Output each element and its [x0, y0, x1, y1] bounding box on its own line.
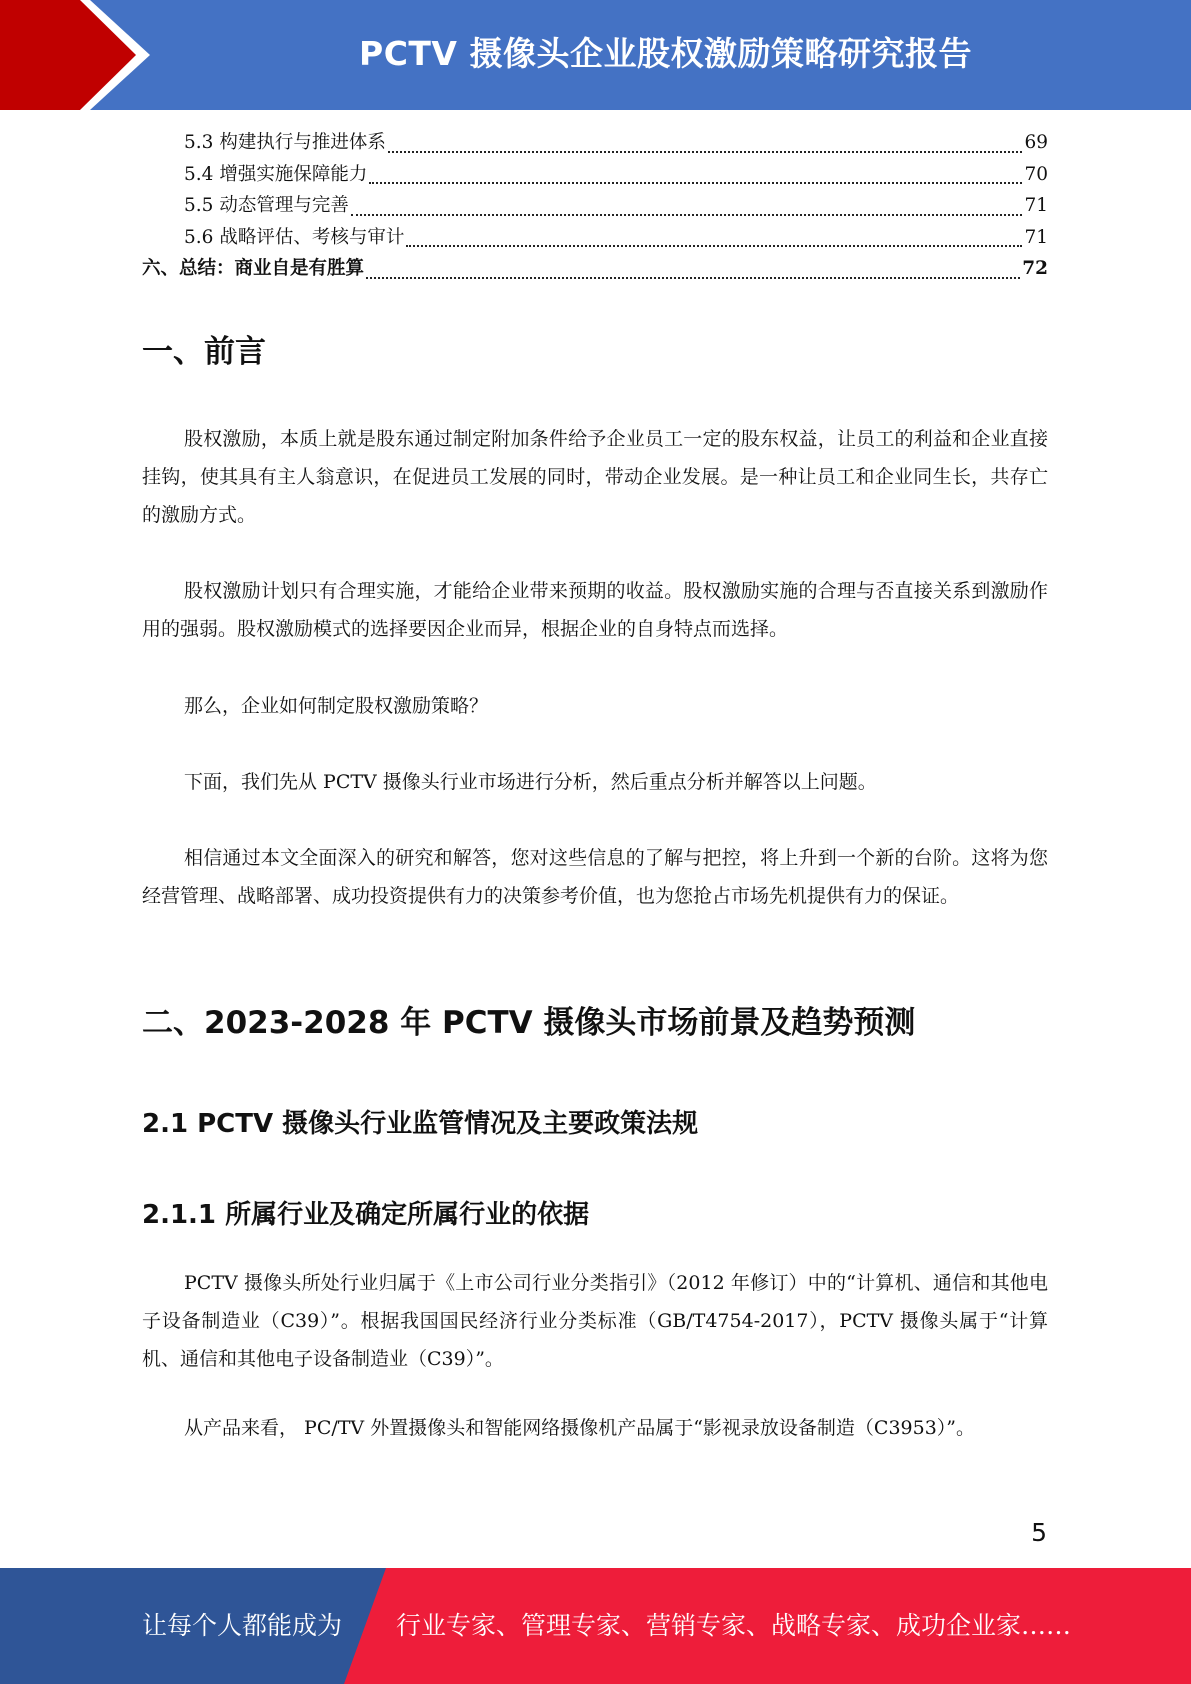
- paragraph: 那么，企业如何制定股权激励策略？: [184, 695, 489, 717]
- toc-leader: [369, 182, 1022, 184]
- page-header: [0, 0, 1191, 110]
- toc-leader: [351, 214, 1023, 216]
- toc-label: 动态管理与完善: [219, 195, 349, 216]
- footer-slogan-left: 让每个人都能成为: [142, 1611, 343, 1640]
- toc-page: 71: [1024, 226, 1048, 248]
- toc-number: 5.6: [184, 226, 214, 248]
- toc-entry-chapter[interactable]: [142, 254, 1048, 286]
- section-heading-market: 二、2023-2028 年 PCTV 摄像头市场前景及趋势预测: [142, 1005, 916, 1041]
- paragraph: 股权激励，本质上就是股东通过制定附加条件给予企业员工一定的股东权益，让员工的利益和企业直接挂钩，使其具有主人翁意识，在促进员工发展的同时，带动企业发展。是一种让员工和企业同生长，共存亡的激励方式。: [142, 428, 1048, 526]
- header-arrow-decoration: [0, 0, 200, 110]
- toc-page: 70: [1024, 163, 1048, 185]
- paragraph: 从产品来看， PC/TV 外置摄像头和智能网络摄像机产品属于“影视录放设备制造（C3953）”。: [184, 1417, 976, 1439]
- toc-page: 71: [1024, 195, 1048, 216]
- table-of-contents: [142, 128, 1048, 286]
- paragraph: 下面，我们先从 PCTV 摄像头行业市场进行分析，然后重点分析并解答以上问题。: [184, 771, 877, 793]
- subsubsection-heading: 2.1.1 所属行业及确定所属行业的依据: [142, 1200, 590, 1230]
- toc-entry[interactable]: [142, 191, 1048, 223]
- subsection-heading: 2.1 PCTV 摄像头行业监管情况及主要政策法规: [142, 1109, 699, 1139]
- footer-slogan-right: 行业专家、管理专家、营销专家、战略专家、成功企业家……: [396, 1611, 1072, 1640]
- toc-label: 战略评估、考核与审计: [219, 226, 405, 248]
- report-title: PCTV 摄像头企业股权激励策略研究报告: [359, 34, 972, 73]
- page-footer: [0, 1568, 1191, 1684]
- toc-label: 构建执行与推进体系: [219, 132, 386, 153]
- toc-leader: [388, 151, 1023, 153]
- page-number: 5: [1031, 1518, 1047, 1547]
- toc-entry[interactable]: [142, 128, 1048, 160]
- toc-leader: [406, 245, 1022, 247]
- toc-page: 69: [1024, 132, 1048, 153]
- toc-number: 5.5: [184, 195, 214, 216]
- toc-label: 增强实施保障能力: [219, 163, 368, 185]
- toc-entry[interactable]: [142, 160, 1048, 192]
- toc-page: 72: [1022, 258, 1048, 279]
- toc-number: 5.3: [184, 132, 214, 153]
- paragraph: 股权激励计划只有合理实施，才能给企业带来预期的收益。股权激励实施的合理与否直接关系到激励作用的强弱。股权激励模式的选择要因企业而异，根据企业的自身特点而选择。: [142, 580, 1048, 640]
- toc-leader: [366, 277, 1020, 279]
- toc-number: 5.4: [184, 163, 214, 185]
- toc-label: 六、总结：商业自是有胜算: [142, 258, 365, 279]
- section-heading-preface: 一、前言: [142, 334, 266, 370]
- paragraph: PCTV 摄像头所处行业归属于《上市公司行业分类指引》（2012 年修订）中的“计算机、通信和其他电子设备制造业（C39）”。根据我国国民经济行业分类标准（GB/T4754-2017），PCTV 摄像头属于“计算机、通信和其他电子设备制造业（C39）”。: [142, 1272, 1048, 1370]
- toc-entry[interactable]: [142, 223, 1048, 255]
- paragraph: 相信通过本文全面深入的研究和解答，您对这些信息的了解与把控，将上升到一个新的台阶。这将为您经营管理、战略部署、成功投资提供有力的决策参考价值，也为您抢占市场先机提供有力的保证。: [142, 847, 1048, 907]
